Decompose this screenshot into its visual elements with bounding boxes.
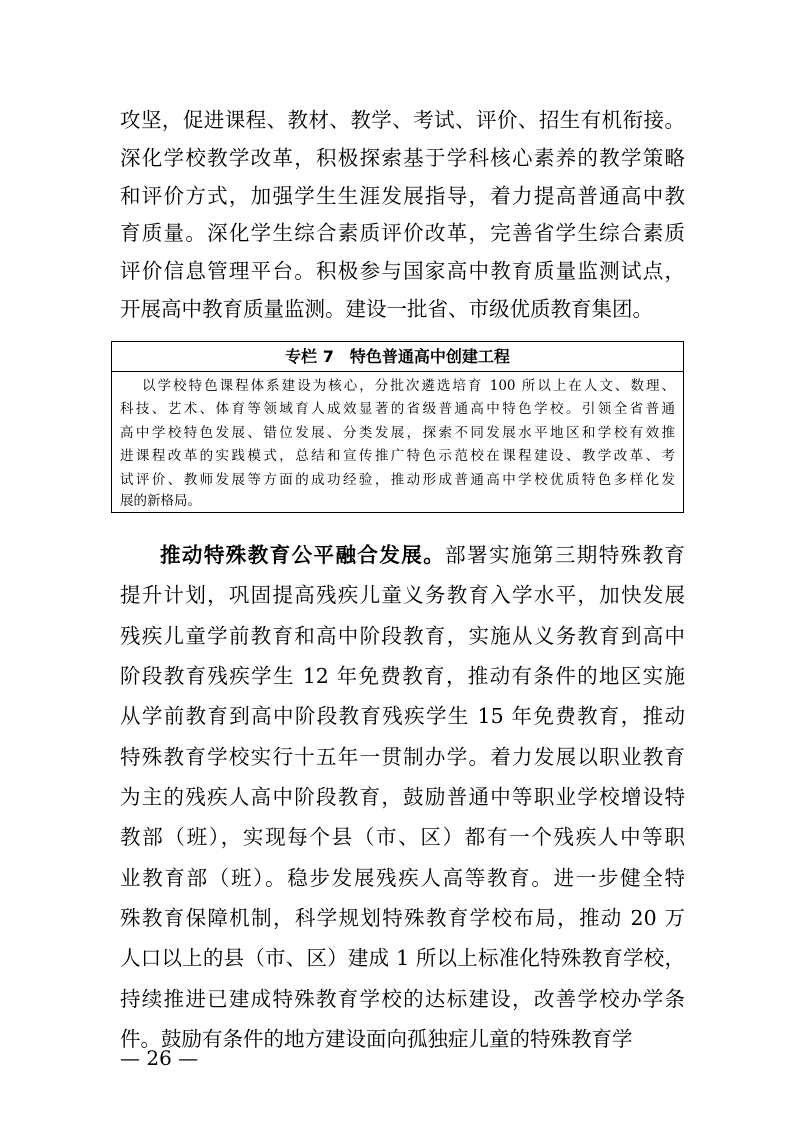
text-line: 业教育部（班）。稳步发展残疾人高等教育。进一步健全特	[120, 866, 685, 890]
text-line	[160, 538, 685, 572]
text-line: 攻坚，促进课程、教材、教学、考试、评价、招生有机衔接。	[120, 108, 685, 132]
text-line: 为主的残疾人高中阶段教育，鼓励普通中等职业学校增设特	[120, 785, 685, 809]
text-line: 特殊教育学校实行十五年一贯制办学。着力发展以职业教育	[120, 745, 685, 769]
text-line: 从学前教育到高中阶段教育残疾学生 15 年免费教育，推动	[120, 704, 685, 728]
text-line: 人口以上的县（市、区）建成 1 所以上标准化特殊教育学校，	[120, 946, 685, 970]
text-line: 阶段教育残疾学生 12 年免费教育，推动有条件的地区实施	[120, 664, 685, 688]
box-line: 展的新格局。	[120, 493, 201, 509]
box-line: 科技、艺术、体育等领域育人成效显著的省级普通高中特色学校。引领全省普通	[120, 401, 675, 417]
box-line: 试评价、教师发展等方面的成功经验，推动形成普通高中学校优质特色多样化发	[120, 472, 675, 488]
special-column-box	[111, 341, 684, 513]
text-line: 殊教育保障机制，科学规划特殊教育学校布局，推动 20 万	[120, 906, 685, 930]
text-line: 评价信息管理平台。积极参与国家高中教育质量监测试点，	[120, 259, 685, 283]
box-line: 进课程改革的实践模式，总结和宣传推广特色示范校在课程建设、教学改革、考	[120, 448, 675, 464]
text-line: 持续推进已建成特殊教育学校的达标建设，改善学校办学条	[120, 987, 685, 1011]
text-line: 件。鼓励有条件的地方建设面向孤独症儿童的特殊教育学	[120, 1027, 633, 1051]
text-line: 提升计划，巩固提高残疾儿童义务教育入学水平，加快发展	[120, 583, 685, 607]
box-line: 以学校特色课程体系建设为核心，分批次遴选培育 100 所以上在人文、数理、	[142, 378, 675, 394]
text-line: 深化学校教学改革，积极探索基于学科核心素养的教学策略	[120, 146, 685, 170]
page-number: — 26 —	[120, 1046, 199, 1070]
box-line: 高中学校特色发展、错位发展、分类发展，探索不同发展水平地区和学校有效推	[120, 425, 675, 441]
text-line: 育质量。深化学生综合素质评价改革，完善省学生综合素质	[120, 221, 685, 245]
heading-continuation: 部署实施第三期特殊教育	[445, 543, 686, 567]
box-title: 专栏 7 特色普通高中创建工程	[112, 342, 683, 372]
text-line: 教部（班），实现每个县（市、区）都有一个残疾人中等职	[120, 825, 685, 849]
text-line: 开展高中教育质量监测。建设一批省、市级优质教育集团。	[120, 297, 653, 321]
text-line: 残疾儿童学前教育和高中阶段教育，实施从义务教育到高中	[120, 624, 685, 648]
text-line: 和评价方式，加强学生生涯发展指导，着力提高普通高中教	[120, 184, 685, 208]
paragraph-heading: 推动特殊教育公平融合发展。	[160, 543, 446, 567]
